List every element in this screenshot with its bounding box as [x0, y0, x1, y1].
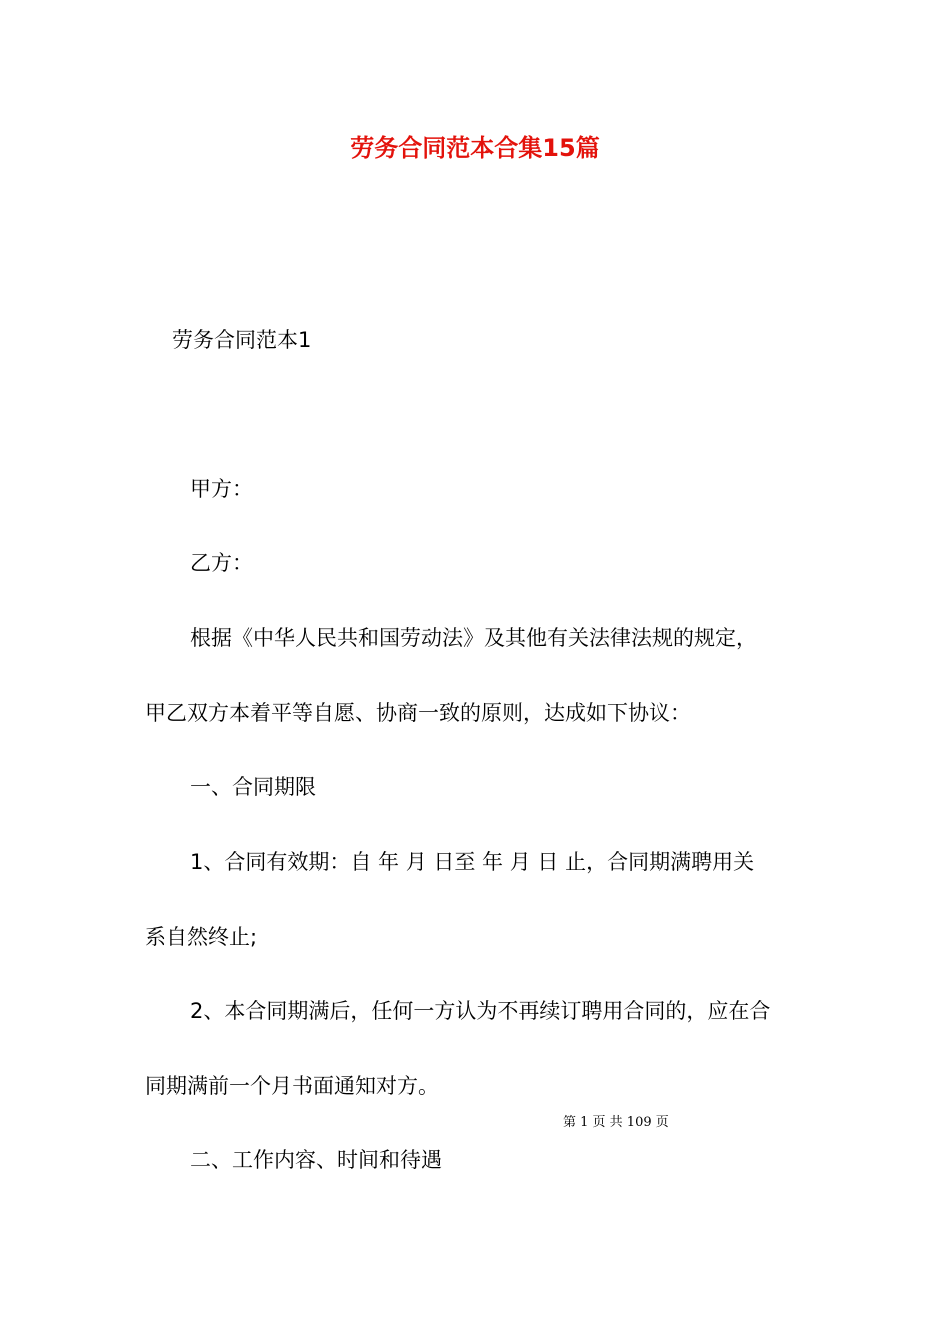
section-heading: 劳务合同范本1	[172, 328, 312, 352]
page-number-footer: 第 1 页 共 109 页	[563, 1115, 669, 1130]
clause-1-item-2-line-1: 2、本合同期满后，任何一方认为不再续订聘用合同的，应在合	[190, 999, 771, 1023]
clause-1-item-1-line-2: 系自然终止;	[145, 925, 258, 949]
clause-2-heading: 二、工作内容、时间和待遇	[190, 1148, 442, 1172]
clause-1-heading: 一、合同期限	[190, 775, 316, 799]
party-a-label: 甲方：	[190, 477, 253, 501]
party-b-label: 乙方：	[190, 551, 253, 575]
document-title: 劳务合同范本合集15篇	[350, 134, 600, 162]
clause-1-item-1-line-1: 1、合同有效期：自 年 月 日至 年 月 日 止，合同期满聘用关	[190, 850, 755, 874]
basis-paragraph-line-1: 根据《中华人民共和国劳动法》及其他有关法律法规的规定，	[190, 626, 757, 650]
basis-paragraph-line-2: 甲乙双方本着平等自愿、协商一致的原则，达成如下协议：	[145, 701, 691, 725]
clause-1-item-2-line-2: 同期满前一个月书面通知对方。	[145, 1074, 439, 1098]
